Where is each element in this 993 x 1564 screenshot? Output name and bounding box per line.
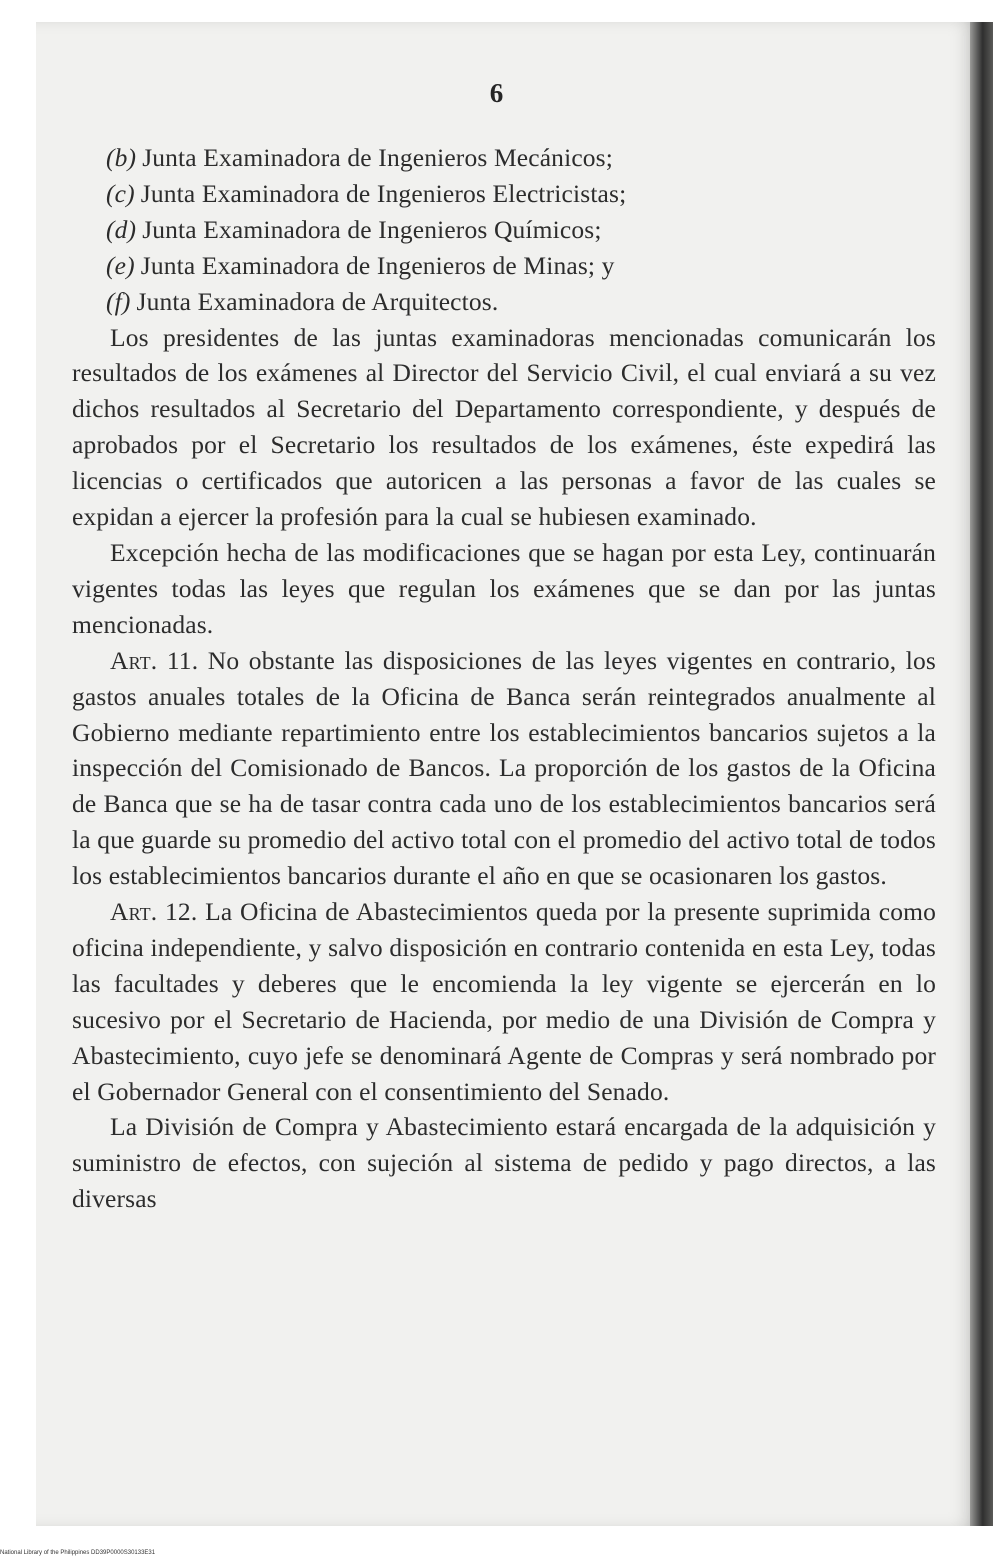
list-item-text: Junta Examinadora de Ingenieros Electricistas; (140, 178, 627, 208)
scan-footer: National Library of the Philippines DD39P0000S30133E31 (0, 1550, 156, 1556)
article-12 (72, 894, 936, 1109)
article-12-label: Art. 12. (110, 897, 198, 927)
list-item (106, 140, 936, 176)
article-11-text: No obstante las disposiciones de las leyes vigentes en contrario, los gastos anuales totales de la Oficina de Banca serán reintegrados anualmente al Gobierno mediante repartimiento entre los establecimientos bancarios sujetos a la inspección del Comisionado de Bancos. La proporción de los gastos de la Oficina de Banca que se ha de tasar contra cada uno de los establecimientos bancarios será la que guarde su promedio del activo total con el promedio del activo total de todos los establecimientos bancarios durante el año en que se ocasionaren los gastos. (72, 645, 936, 891)
article-11 (72, 643, 936, 894)
list-letter: (e) (106, 250, 135, 280)
article-11-label: Art. 11. (110, 645, 199, 675)
body-text (72, 140, 936, 1217)
list-item-text: Junta Examinadora de Ingenieros de Minas; y (140, 250, 615, 280)
list-item-text: Junta Examinadora de Ingenieros Químicos; (142, 214, 602, 244)
boards-list (106, 140, 936, 320)
list-letter: (f) (106, 286, 131, 316)
page-number: 6 (489, 78, 504, 108)
list-letter: (d) (106, 214, 137, 244)
list-letter: (b) (106, 143, 137, 172)
paragraph-exam-results: Los presidentes de las juntas examinadoras mencionadas comunicarán los resultados de los exámenes al Director del Servicio Civil, el cual enviará a su vez dichos resultados al Secretario del Departamento correspondiente, y después de aprobados por el Secretario los resultados de los exámenes, éste expedirá las licencias o certificados que autoricen a las personas a favor de las cuales se expidan a ejercer la profesión para la cual se hubiesen examinado. (72, 322, 936, 532)
list-item (106, 284, 936, 320)
list-item (106, 212, 936, 248)
list-item-text: Junta Examinadora de Arquitectos. (136, 286, 499, 316)
list-item (106, 248, 936, 284)
list-item (106, 176, 936, 212)
paragraph-exception: Excepción hecha de las modificaciones que se hagan por esta Ley, continuarán vigentes todas las leyes que regulan los exámenes que se dan por las juntas mencionadas. (72, 537, 936, 639)
list-item-text: Junta Examinadora de Ingenieros Mecánicos; (142, 143, 613, 172)
book-spine-shadow (970, 22, 993, 1526)
list-letter: (c) (106, 178, 135, 208)
paragraph-purchase-division: La División de Compra y Abastecimiento estará encargada de la adquisición y suministro de efectos, con sujeción al sistema de pedido y pago directos, a las diversas (72, 1112, 936, 1214)
article-12-text: La Oficina de Abastecimientos queda por la presente suprimida como oficina independiente, y salvo disposición en contrario contenida en esta Ley, todas las facultades y deberes que le encomienda la ley vigente se ejercerán en lo sucesivo por el Secretario de Hacienda, por medio de una División de Compra y Abastecimiento, cuyo jefe se denominará Agente de Compras y será nombrado por el Gobernador General con el consentimiento del Senado. (72, 897, 936, 1106)
